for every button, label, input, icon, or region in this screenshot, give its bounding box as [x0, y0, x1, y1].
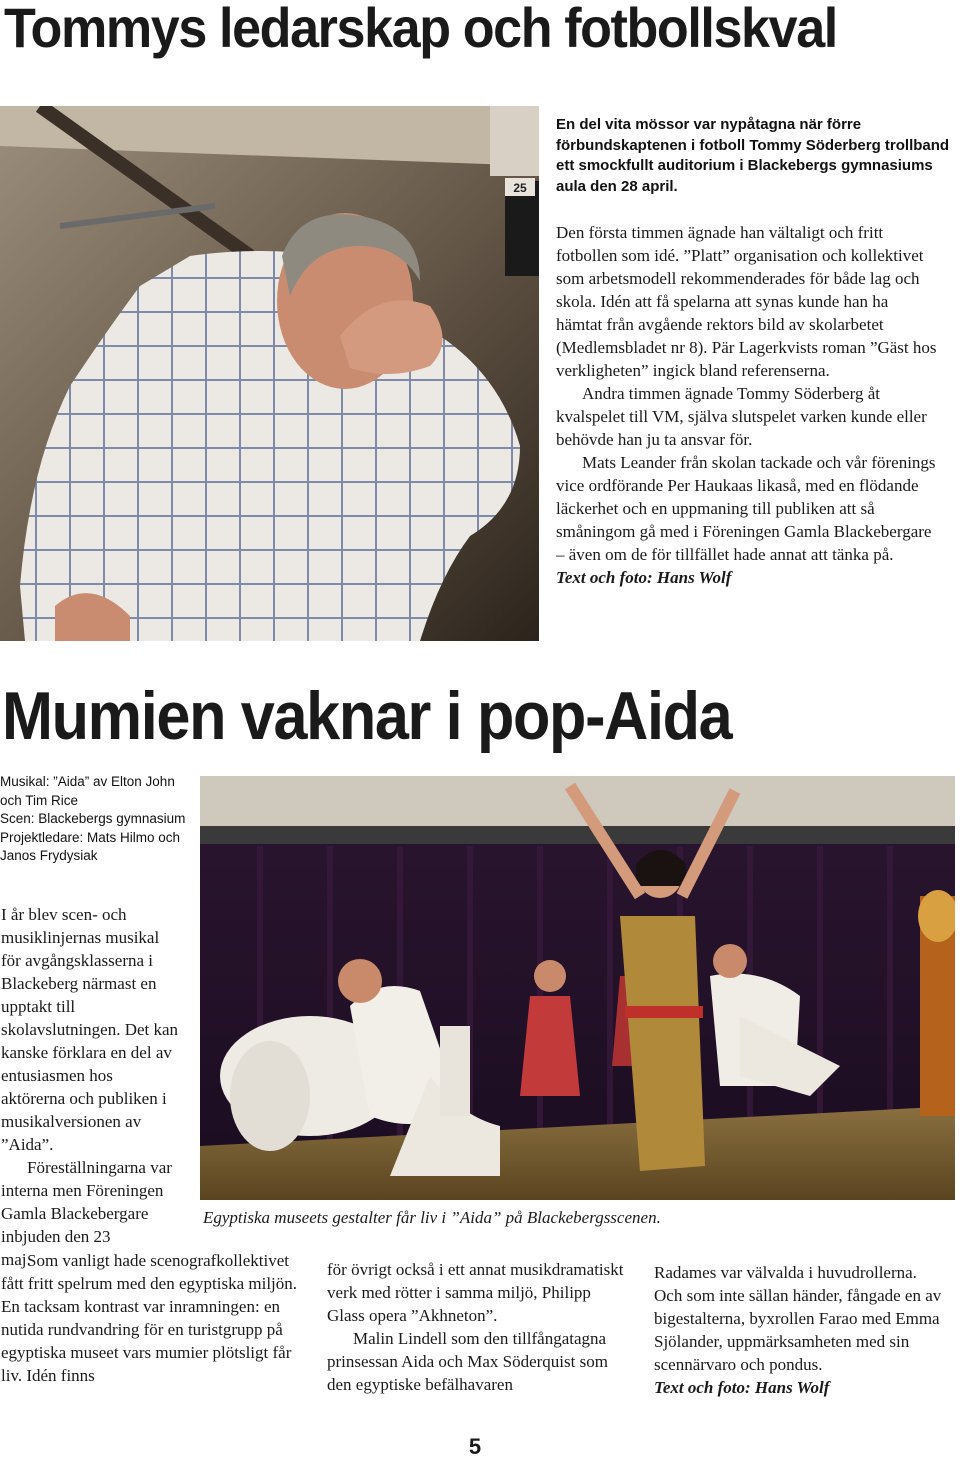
page-number: 5: [468, 1434, 482, 1459]
wall-sign: 25: [513, 181, 527, 195]
photo-caption-aida: Egyptiska museets gestalter får liv i ”Aida” på Blackebergsscenen.: [203, 1208, 661, 1227]
paragraph-aida-1: I år blev scen- och musiklinjernas musikal för avgångsklasserna i Blackeberg närmast en upptakt till skolavslutningen. Det kan kanske förklara en del av entusiasmen hos aktörerna och publiken i musikalversionen av ”Aida”.: [1, 905, 179, 1154]
credit-tommy: Text och foto: Hans Wolf: [556, 568, 732, 587]
paragraph-aida-2: Föreställningarna var interna men Föreningen Gamla Blackebergare inbjuden den 23: [1, 1158, 172, 1246]
paragraph-aida-6: Radames var välvalda i huvudrollerna. Och som inte sällan händer, fångade en av bigestalterna, byxrollen Farao med Emma Sjölander, uppmärksamheten med sin scennärvaro och pondus.: [654, 1263, 942, 1374]
headline-aida: Mumien vaknar i pop-Aida: [2, 678, 732, 754]
paragraph-tommy-1: Den första timmen ägnade han vältaligt och fritt fotbollen som idé. ”Platt” organisation och kollektivet som arbetsmodell rekommenderades för både lag och skola. Idén att få spelarna att synas kunde han ha hämtat från avgående rektors bild av skolarbetet (Medlemsbladet nr 8). Pär Lagerkvists roman ”Gäst hos verkligheten” ingick bland referenserna.: [556, 223, 937, 380]
article-body-aida-col1-top: [1, 903, 179, 1271]
info-project-leaders: Projektledare: Mats Hilmo och Janos Frydysiak: [0, 829, 181, 863]
info-musical: Musikal: ”Aida” av Elton John och Tim Rice: [0, 774, 175, 808]
article-body-aida-col2: [327, 1258, 627, 1396]
photo-aida-stage: [200, 776, 955, 1200]
paragraph-aida-3: Som vanligt hade scenografkollektivet fått fritt spelrum med den egyptiska miljön. En tacksam kontrast var inramningen: en nutida rundvandring för en turistgrupp på egyptiska museet vars mumier plötsligt får liv. Idén finns: [1, 1251, 298, 1385]
paragraph-tommy-2: Andra timmen ägnade Tommy Söderberg åt kvalspelet till VM, själva slutspelet varken kunde eller behövde han ju ta ansvar för.: [556, 384, 927, 449]
paragraph-tommy-3: Mats Leander från skolan tackade och vår förenings vice ordförande Per Haukaas likaså, med en flödande läckerhet och en uppmaning till publiken att så småningom gå med i Föreningen Gamla Blackebergare – även om de för tillfället hade annat att tänka på.: [556, 453, 936, 564]
article-body-tommy: [556, 221, 938, 589]
article-body-aida-col3: [654, 1261, 949, 1399]
photo-tommy-soderberg: [0, 106, 539, 641]
paragraph-aida-5: Malin Lindell som den tillfångatagna prinsessan Aida och Max Söderquist som den egyptiske befälhavaren: [327, 1329, 608, 1394]
credit-aida: Text och foto: Hans Wolf: [654, 1378, 830, 1397]
headline-tommy: Tommys ledarskap och fotbollskval: [4, 0, 837, 59]
info-stage: Scen: Blackebergs gymnasium: [0, 811, 186, 826]
production-info: [0, 773, 190, 866]
paragraph-aida-2-tail: maj.: [1, 1250, 31, 1269]
lead-paragraph-tommy: En del vita mössor var nypåtagna när förre förbundskaptenen i fotboll Tommy Söderberg trollband ett smockfullt auditorium i Blackebergs gymnasiums aula den 28 april.: [556, 116, 950, 195]
paragraph-aida-4: för övrigt också i ett annat musikdramatiskt verk med rötter i samma miljö, Philipp Glass opera ”Akhneton”.: [327, 1260, 624, 1325]
